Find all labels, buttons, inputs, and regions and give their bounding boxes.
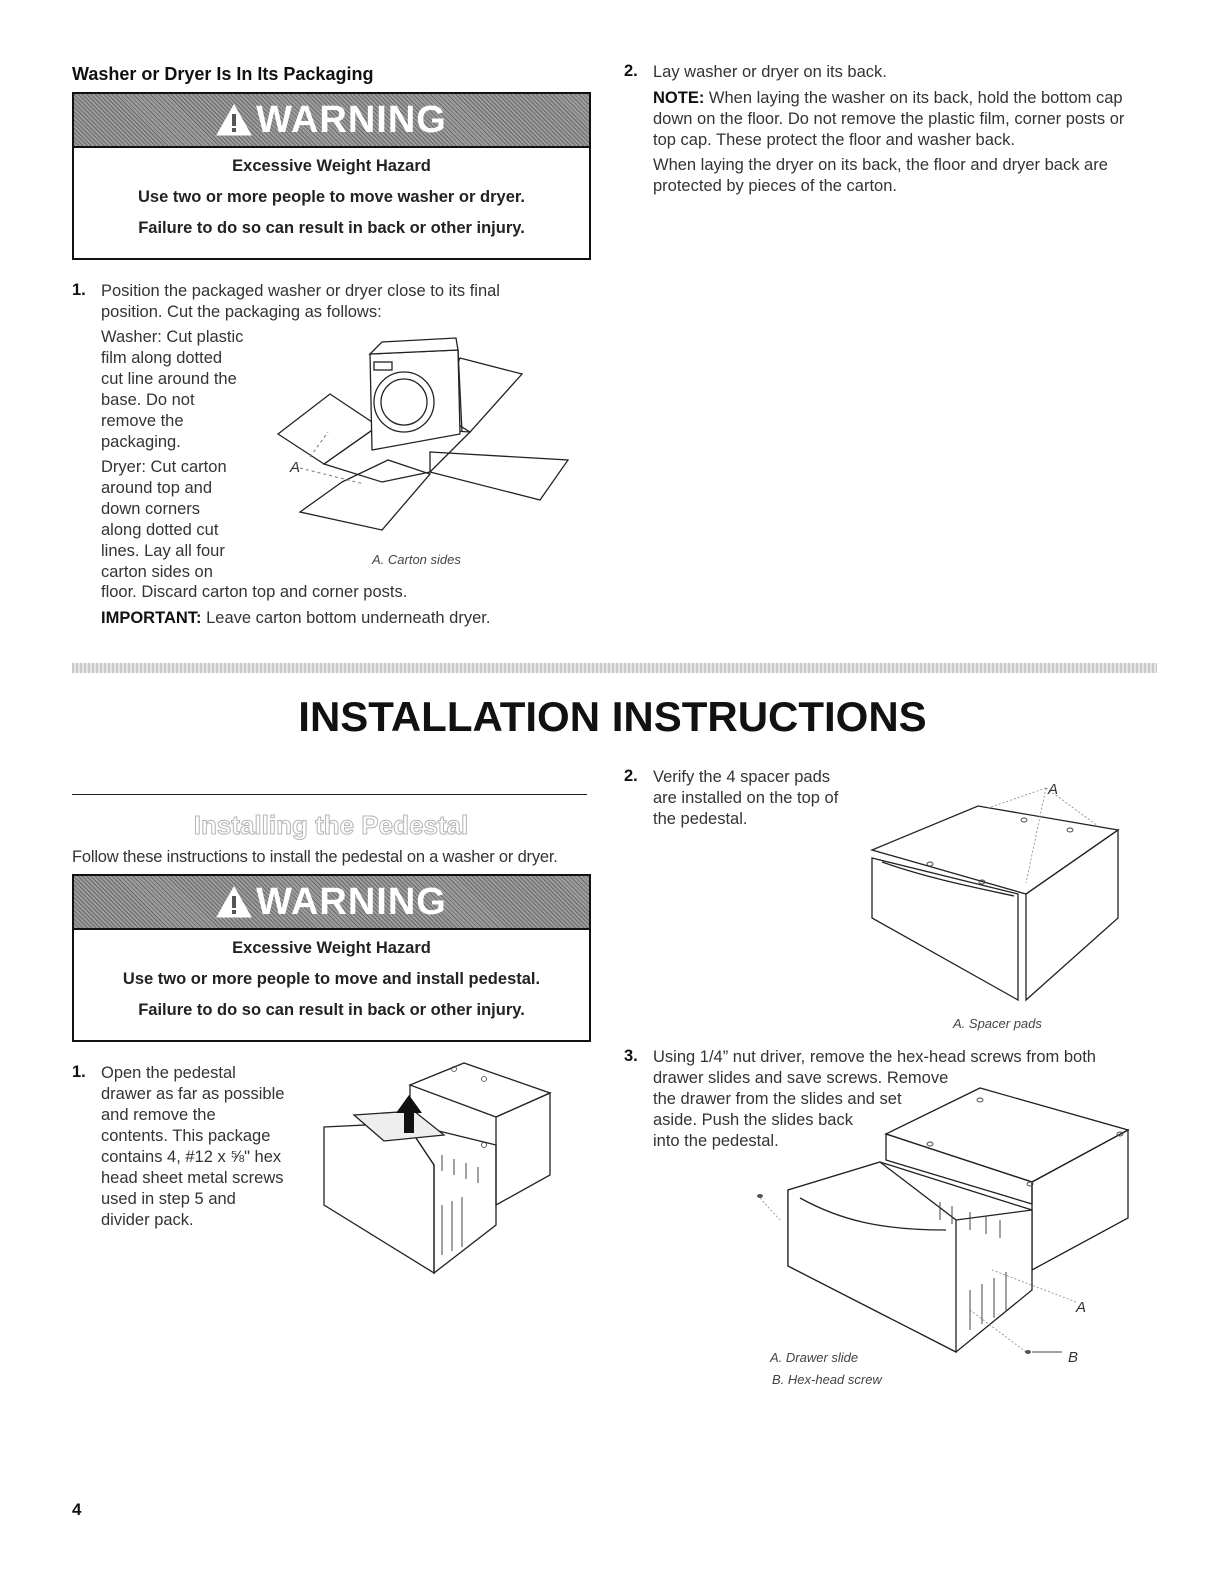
- subtitle-rule: [72, 794, 587, 795]
- warning-banner: [74, 94, 589, 148]
- warning-line-1: Use two or more people to move and install pedestal.: [122, 970, 541, 988]
- warning-box-packaging: [72, 92, 591, 260]
- screw-callout-b: B: [1068, 1349, 1079, 1366]
- washer-carton-figure: [270, 322, 570, 552]
- step2-note: NOTE: When laying the washer on its back, hold the bottom cap down on the floor. Do not remove the plastic film, corner posts or top cap. These protect the floor and washer back.: [653, 89, 1125, 149]
- warning-signal-word: WARNING: [256, 98, 447, 141]
- hex-screw-caption: B. Hex-head screw: [772, 1372, 882, 1387]
- step-number: 2.: [624, 767, 638, 785]
- important-note: IMPORTANT: Leave carton bottom underneath dryer.: [101, 609, 491, 627]
- dryer-instructions: Dryer: Cut carton around top and down corners along dotted cut lines. Lay all four carton sides on: [101, 458, 227, 581]
- step-number: 1.: [72, 1063, 86, 1081]
- pedestal-step3-text: Using 1/4” nut driver, remove the hex-head screws from both drawer slides and save screws. Remove the drawer from the slides and set aside. Push the slides back into the pedestal.: [653, 1048, 1096, 1150]
- section-subtitle: Installing the Pedestal: [193, 810, 469, 840]
- warning-banner: [74, 876, 589, 930]
- packaging-heading: Washer or Dryer Is In Its Packaging: [72, 64, 374, 84]
- drawer-slide-caption: A. Drawer slide: [770, 1350, 859, 1365]
- pedestal-step2-text: Verify the 4 spacer pads are installed on the top of the pedestal.: [653, 768, 839, 828]
- pedestal-open-drawer-figure: [314, 1055, 554, 1285]
- warning-triangle-icon: [216, 885, 252, 919]
- section-intro: Follow these instructions to install the pedestal on a washer or dryer.: [72, 848, 558, 866]
- spacer-callout-a: A: [1048, 781, 1059, 798]
- warning-box-pedestal: [72, 874, 591, 1042]
- carton-callout-a: A: [290, 459, 301, 476]
- step1-intro: Position the packaged washer or dryer close to its final position. Cut the packaging as follows:: [101, 282, 500, 321]
- page-number: 4: [72, 1500, 82, 1519]
- step2-lay-back: Lay washer or dryer on its back.: [653, 63, 887, 81]
- step-number: 3.: [624, 1047, 638, 1065]
- carton-caption: A. Carton sides: [372, 552, 461, 567]
- warning-hazard: Excessive Weight Hazard: [232, 939, 431, 957]
- page-title: INSTALLATION INSTRUCTIONS: [298, 693, 927, 740]
- dryer-instructions-cont: floor. Discard carton top and corner posts.: [101, 583, 408, 601]
- warning-signal-word: WARNING: [256, 880, 447, 923]
- step2-dryer-text: When laying the dryer on its back, the floor and dryer back are protected by pieces of the carton.: [653, 156, 1108, 195]
- drawer-slide-callout-a: A: [1076, 1299, 1087, 1316]
- step-number: 1.: [72, 281, 86, 299]
- warning-hazard: Excessive Weight Hazard: [232, 157, 431, 175]
- warning-triangle-icon: [216, 103, 252, 137]
- pedestal-step1-text: Open the pedestal drawer as far as possible and remove the contents. This package contains 4, #12 x ⅝" hex head sheet metal screws used in step 5 and divider pack.: [101, 1064, 285, 1229]
- step-number: 2.: [624, 62, 638, 80]
- warning-line-2: Failure to do so can result in back or other injury.: [138, 219, 525, 237]
- spacer-pads-caption: A. Spacer pads: [953, 1016, 1042, 1031]
- washer-instructions: Washer: Cut plastic film along dotted cut line around the base. Do not remove the packaging.: [101, 328, 244, 451]
- warning-line-2: Failure to do so can result in back or other injury.: [138, 1001, 525, 1019]
- spacer-pads-figure: [868, 778, 1128, 1008]
- drawer-slides-figure: [760, 1070, 1140, 1390]
- warning-line-1: Use two or more people to move washer or dryer.: [138, 188, 525, 206]
- section-divider-band: [72, 663, 1157, 673]
